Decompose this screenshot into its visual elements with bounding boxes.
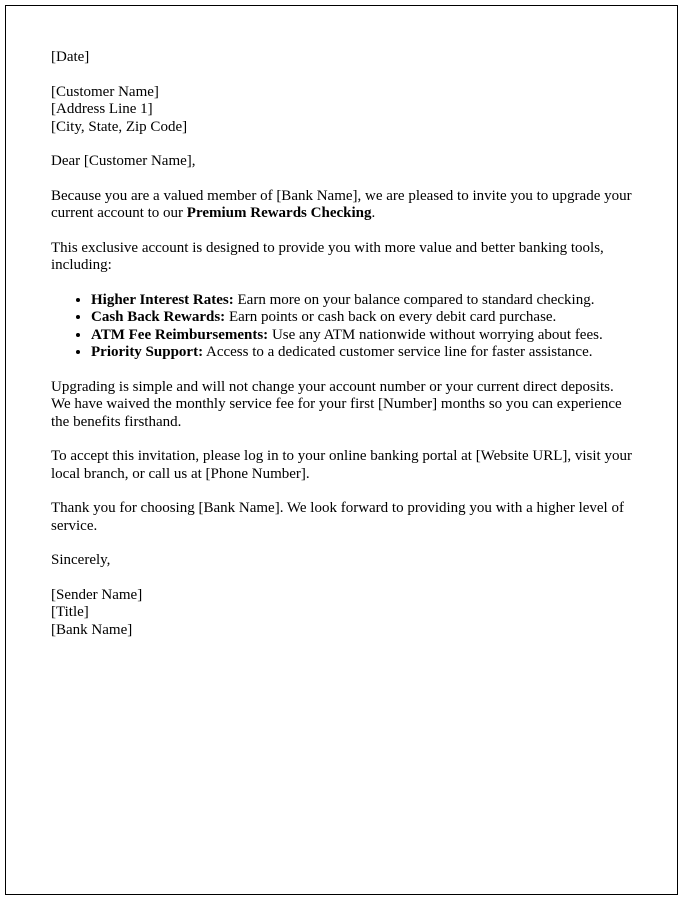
thanks-paragraph: Thank you for choosing [Bank Name]. We look forward to providing you with a higher level of service. [51, 500, 624, 534]
salutation: Dear [Customer Name], [51, 153, 196, 169]
invitation-text-end: . [371, 205, 376, 221]
tools-paragraph: This exclusive account is designed to provide you with more value and better banking tools, including: [51, 239, 604, 273]
benefit-text: Access to a dedicated customer service line for faster assistance. [203, 344, 593, 360]
benefit-label: ATM Fee Reimbursements: [91, 326, 269, 343]
accept-paragraph: To accept this invitation, please log in to your online banking portal at [Website URL], visit your local branch, or call us at [Phone Number]. [51, 448, 632, 482]
letter-body [5, 5, 678, 895]
recipient-address-line1: [Address Line 1] [51, 101, 153, 117]
date-line: [Date] [51, 49, 90, 65]
recipient-name: [Customer Name] [51, 83, 159, 100]
benefit-label: Higher Interest Rates: [91, 291, 234, 308]
benefit-item-support [91, 344, 632, 362]
benefits-list [51, 292, 632, 362]
sender-name: [Sender Name] [51, 586, 143, 603]
benefit-text: Use any ATM nationwide without worrying about fees. [268, 326, 603, 343]
benefit-item-atm [91, 327, 632, 345]
closing: Sincerely, [51, 552, 111, 568]
premium-product-name: Premium Rewards Checking [186, 205, 372, 221]
benefit-item-cashback [91, 309, 632, 327]
invitation-paragraph [51, 188, 632, 223]
sender-title: [Title] [51, 604, 89, 620]
upgrade-paragraph: Upgrading is simple and will not change your account number or your current direct deposits. We have waived the monthly service fee for your first [Number] months so you can experience the benefits firsthand. [51, 378, 622, 430]
benefit-label: Priority Support: [91, 344, 204, 360]
benefit-label: Cash Back Rewards: [91, 309, 226, 325]
signature-block [51, 587, 632, 640]
benefit-text: Earn points or cash back on every debit card purchase. [225, 309, 557, 325]
invitation-text-start: Because you are a valued member of [Bank Name], we are pleased to invite you to upgrade your current account to our [51, 187, 632, 221]
recipient-city-state-zip: [City, State, Zip Code] [51, 118, 188, 135]
benefit-item-interest [91, 292, 632, 310]
recipient-address-block [51, 84, 632, 137]
sender-bank-name: [Bank Name] [51, 621, 133, 638]
benefit-text: Earn more on your balance compared to standard checking. [233, 291, 595, 308]
